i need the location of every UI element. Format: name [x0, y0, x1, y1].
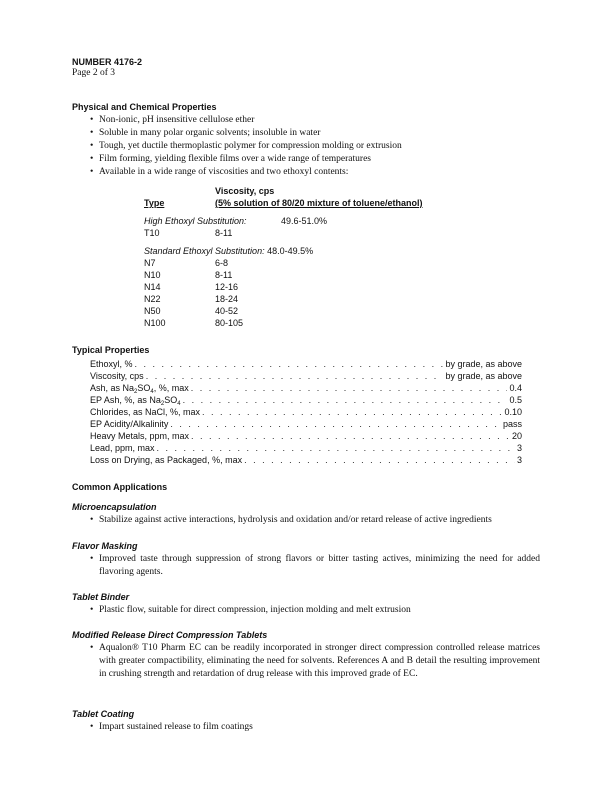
property-row: [90, 406, 522, 418]
property-label: EP Ash, %, as $Na_2SO_4$: [90, 395, 181, 406]
property-row: [90, 442, 522, 454]
table-row: [144, 294, 239, 304]
property-value: 20: [511, 431, 522, 441]
property-value: by grade, as above: [445, 359, 522, 369]
standard-ethoxyl-range: 48.0-49.5%: [267, 246, 314, 256]
list-item: • Available in a wide range of viscosities and two ethoxyl contents:: [90, 166, 402, 179]
property-row: [90, 454, 522, 466]
table-row: [144, 306, 239, 316]
list-item: • Soluble in many polar organic solvents; insoluble in water: [90, 127, 402, 140]
table-row: [144, 282, 239, 292]
property-value: by grade, as above: [445, 371, 522, 381]
table-row: [144, 270, 233, 280]
property-label: Chlorides, as NaCl, %, max: [90, 407, 201, 417]
grade-type: N7: [144, 258, 156, 268]
grade-type: N50: [144, 306, 161, 316]
list-item: • Impart sustained release to film coatings: [90, 721, 540, 734]
grade-type: N10: [144, 270, 161, 280]
modified-release-heading: Modified Release Direct Compression Tablets: [72, 630, 268, 640]
property-row: [90, 358, 522, 370]
property-value: 0.10: [504, 407, 522, 417]
property-row: [90, 430, 522, 442]
tablet-coating-heading: Tablet Coating: [72, 709, 135, 719]
property-value: 3: [516, 443, 522, 453]
table-row: [144, 318, 244, 328]
microencapsulation-list: [90, 514, 540, 527]
grade-viscosity: 8-11: [215, 228, 233, 238]
physical-properties-list: [90, 114, 402, 179]
tablet-coating-list: [90, 721, 540, 734]
grade-viscosity: 18-24: [215, 294, 239, 304]
list-item: • Improved taste through suppression of strong flavors or bitter tasting actives, minimizing the need for added flavoring agents.: [90, 553, 540, 579]
common-applications-heading: Common Applications: [72, 482, 168, 492]
grade-viscosity: 8-11: [215, 270, 233, 280]
property-row: [90, 382, 522, 394]
property-row: [90, 418, 522, 430]
list-item: • Non-ionic, pH insensitive cellulose ether: [90, 114, 402, 127]
list-item: • Stabilize against active interactions, hydrolysis and oxidation and/or retard release of active ingredients: [90, 514, 540, 527]
property-label: Ash, as $Na_2SO_4$, %, max: [90, 383, 189, 394]
list-item: • Plastic flow, suitable for direct compression, injection molding and melt extrusion: [90, 604, 540, 617]
grade-viscosity: 80-105: [215, 318, 244, 328]
page-indicator: Page 2 of 3: [72, 68, 116, 78]
tablet-binder-list: [90, 604, 540, 617]
grade-type: N14: [144, 282, 161, 292]
property-label: Loss on Drying, as Packaged, %, max: [90, 455, 243, 465]
physical-properties-heading: Physical and Chemical Properties: [72, 102, 217, 112]
property-value: 0.4: [509, 383, 522, 393]
grade-type: N100: [144, 318, 166, 328]
viscosity-subheader: (5% solution of 80/20 mixture of toluene/ethanol): [215, 198, 423, 208]
property-label: Heavy Metals, ppm, max: [90, 431, 190, 441]
property-label: Ethoxyl, %: [90, 359, 133, 369]
modified-release-list: [90, 642, 540, 681]
list-item: • Film forming, yielding flexible films over a wide range of temperatures: [90, 153, 402, 166]
property-label: EP Acidity/Alkalinity: [90, 419, 169, 429]
property-value: 0.5: [509, 395, 522, 405]
flavor-masking-heading: Flavor Masking: [72, 541, 138, 551]
grade-viscosity: 12-16: [215, 282, 239, 292]
list-item: • Tough, yet ductile thermoplastic polymer for compression molding or extrusion: [90, 140, 402, 153]
high-ethoxyl-range: 49.6-51.0%: [281, 216, 328, 226]
flavor-masking-list: [90, 553, 540, 579]
property-value: pass: [502, 419, 522, 429]
document-number: NUMBER 4176-2: [72, 57, 143, 67]
property-label: Lead, ppm, max: [90, 443, 155, 453]
property-value: 3: [516, 455, 522, 465]
property-row: [90, 370, 522, 382]
table-row: [144, 258, 229, 268]
property-row: [90, 394, 522, 406]
typical-properties-list: [90, 358, 522, 466]
grade-viscosity: 40-52: [215, 306, 239, 316]
tablet-binder-heading: Tablet Binder: [72, 592, 130, 602]
typical-properties-heading: Typical Properties: [72, 345, 150, 355]
grade-viscosity: 6-8: [215, 258, 229, 268]
high-ethoxyl-label: High Ethoxyl Substitution:: [144, 216, 247, 226]
property-label: Viscosity, cps: [90, 371, 144, 381]
grade-type: N22: [144, 294, 161, 304]
grade-type: T10: [144, 228, 160, 238]
table-row: [144, 228, 233, 238]
standard-ethoxyl-label: Standard Ethoxyl Substitution:: [144, 246, 265, 256]
viscosity-header: Viscosity, cps: [215, 186, 275, 196]
type-header: Type: [144, 198, 165, 208]
microencapsulation-heading: Microencapsulation: [72, 502, 157, 512]
list-item: • Aqualon® T10 Pharm EC can be readily incorporated in stronger direct compression controlled release matrices with greater compactibility, eliminating the need for solvents. References A and B detail the resulting improvement in crushing strength and retardation of drug release with this improved grade of EC.: [90, 642, 540, 681]
